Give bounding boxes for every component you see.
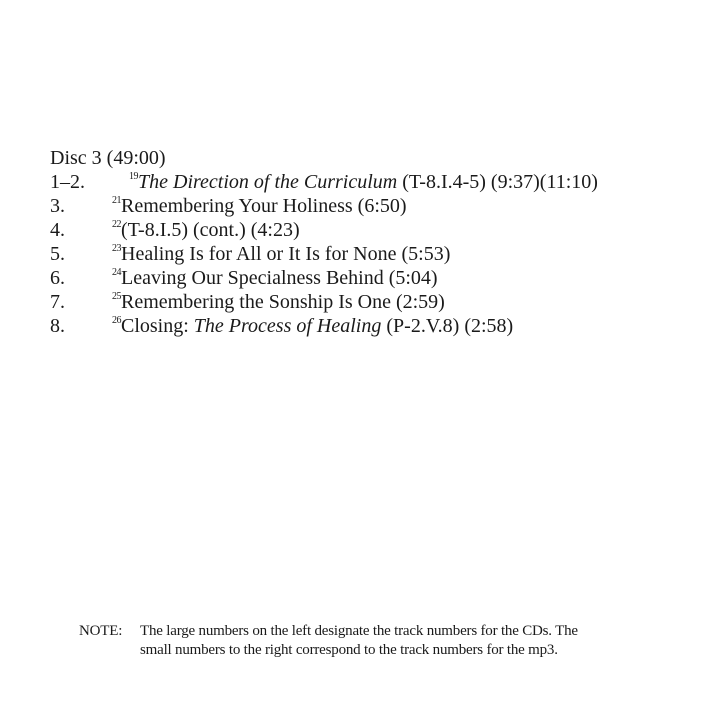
cd-track-number: 4. [50, 219, 65, 241]
note-text [140, 622, 679, 660]
mp3-track-number: 24 [112, 267, 121, 278]
track-reference: (T-8.I.4-5) (9:37)(11:10) [397, 171, 598, 193]
track-description [112, 314, 513, 338]
note-line: small numbers to the right correspond to the track numbers for the mp3. [140, 642, 558, 658]
track-prefix: Closing: [121, 315, 194, 337]
track-description [112, 242, 450, 266]
track-title-italic: The Direction of the Curriculum [138, 171, 398, 193]
cd-track-number: 1–2. [50, 171, 85, 193]
track-row [50, 242, 690, 266]
mp3-track-number: 22 [112, 219, 121, 230]
track-description [129, 170, 598, 194]
note-label: NOTE: [79, 623, 123, 639]
track-row [50, 290, 690, 314]
disc-title: Disc 3 (49:00) [50, 147, 166, 169]
track-description [112, 194, 407, 218]
track-row [50, 266, 690, 290]
mp3-track-number: 19 [129, 171, 138, 182]
track-reference: (P-2.V.8) (2:58) [381, 315, 514, 337]
mp3-track-number: 23 [112, 243, 121, 254]
track-list [50, 170, 690, 338]
track-title: (T-8.I.5) (cont.) (4:23) [121, 219, 300, 241]
cd-track-number: 3. [50, 195, 65, 217]
cd-track-number: 5. [50, 243, 65, 265]
cd-track-number: 8. [50, 315, 65, 337]
track-row [50, 194, 690, 218]
cd-track-number: 6. [50, 267, 65, 289]
mp3-track-number: 25 [112, 291, 121, 302]
cd-track-number: 7. [50, 291, 65, 313]
track-title: Remembering Your Holiness (6:50) [121, 195, 407, 217]
track-title: Remembering the Sonship Is One (2:59) [121, 291, 445, 313]
note-line: The large numbers on the left designate the track numbers for the CDs. The [140, 623, 578, 639]
track-description [112, 290, 445, 314]
track-row [50, 170, 690, 194]
track-description [112, 266, 438, 290]
mp3-track-number: 21 [112, 195, 121, 206]
footnote [79, 622, 679, 660]
track-row [50, 218, 690, 242]
track-title: Healing Is for All or It Is for None (5:53) [121, 243, 451, 265]
track-title: Leaving Our Specialness Behind (5:04) [121, 267, 438, 289]
track-title-italic: The Process of Healing [193, 315, 382, 337]
track-row [50, 314, 690, 338]
mp3-track-number: 26 [112, 315, 121, 326]
track-description [112, 218, 300, 242]
